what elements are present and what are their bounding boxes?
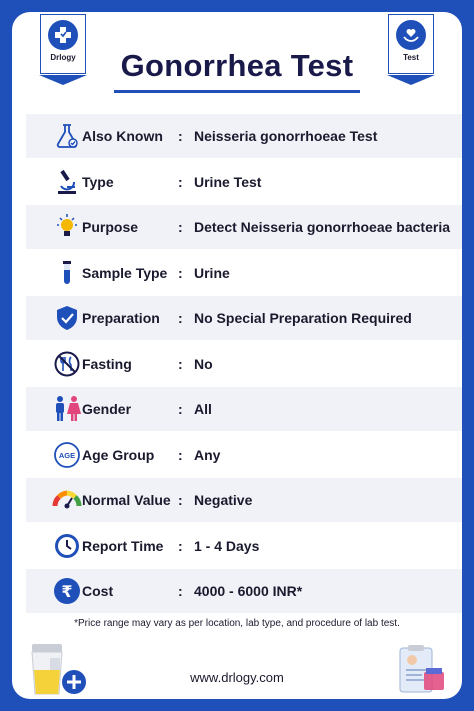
row-preparation	[26, 296, 462, 340]
row-label: Gender	[82, 401, 132, 417]
row-also-known	[26, 114, 462, 158]
row-colon: :	[178, 128, 183, 144]
row-value: 1 - 4 Days	[194, 537, 260, 554]
row-report-time	[26, 524, 462, 568]
row-purpose	[26, 205, 462, 249]
row-cost	[26, 569, 462, 613]
row-value: Urine Test	[194, 173, 262, 190]
row-gender	[26, 387, 462, 431]
row-label: Report Time	[82, 537, 164, 554]
price-note: *Price range may vary as per location, lab type, and procedure of lab test.	[74, 618, 400, 629]
badge-right-text: Test	[403, 53, 419, 62]
row-label: Age Group	[82, 446, 155, 463]
title-underline	[114, 90, 360, 93]
hands-heart-icon	[396, 20, 426, 50]
row-label: Type	[82, 173, 114, 190]
info-table	[26, 114, 462, 615]
row-value: Any	[194, 446, 221, 463]
row-colon: :	[178, 492, 183, 508]
medical-report-icon	[394, 642, 450, 699]
row-colon: :	[178, 310, 183, 326]
row-colon: :	[178, 537, 183, 554]
age-icon	[52, 440, 82, 470]
row-age-group	[26, 433, 462, 477]
row-colon: :	[178, 264, 183, 281]
row-sample-type	[26, 251, 462, 295]
row-value: Negative	[194, 492, 253, 508]
test-tube-icon	[52, 258, 82, 288]
clock-icon	[52, 531, 82, 561]
gender-icon	[52, 394, 82, 424]
flask-icon	[52, 121, 82, 151]
microscope-icon	[52, 167, 82, 197]
row-label: Normal Value	[82, 492, 171, 508]
gauge-icon	[52, 485, 82, 515]
row-label: Preparation	[82, 310, 160, 326]
row-fasting	[26, 342, 462, 386]
lightbulb-icon	[52, 212, 82, 242]
row-value: No Special Preparation Required	[194, 310, 412, 326]
row-label: Sample Type	[82, 264, 168, 281]
row-colon: :	[178, 583, 183, 599]
row-colon: :	[178, 355, 183, 372]
info-card	[12, 12, 462, 699]
no-food-icon	[52, 349, 82, 379]
shield-check-icon	[52, 303, 82, 333]
row-normal-value	[26, 478, 462, 522]
medical-cross-icon	[48, 20, 78, 50]
row-value: All	[194, 401, 212, 417]
row-type	[26, 160, 462, 204]
age-icon-text: AGE	[58, 450, 76, 460]
row-colon: :	[178, 401, 183, 417]
row-value: No	[194, 355, 213, 372]
row-colon: :	[178, 446, 183, 463]
row-label: Cost	[82, 583, 114, 599]
rupee-symbol: ₹	[61, 582, 73, 601]
badge-left-text: Drlogy	[50, 53, 76, 62]
row-label: Purpose	[82, 219, 139, 235]
row-colon: :	[178, 173, 183, 190]
row-value: Urine	[194, 264, 230, 281]
row-label: Fasting	[82, 355, 132, 372]
row-colon: :	[178, 219, 183, 235]
rupee-icon	[52, 576, 82, 606]
page-title: Gonorrhea Test	[120, 48, 354, 83]
row-value: Detect Neisseria gonorrhoeae bacteria	[194, 219, 450, 235]
row-value: Neisseria gonorrhoeae Test	[194, 128, 378, 144]
website-link[interactable]: www.drlogy.com	[190, 670, 284, 685]
row-value: 4000 - 6000 INR*	[194, 583, 303, 599]
row-label: Also Known	[82, 128, 163, 144]
